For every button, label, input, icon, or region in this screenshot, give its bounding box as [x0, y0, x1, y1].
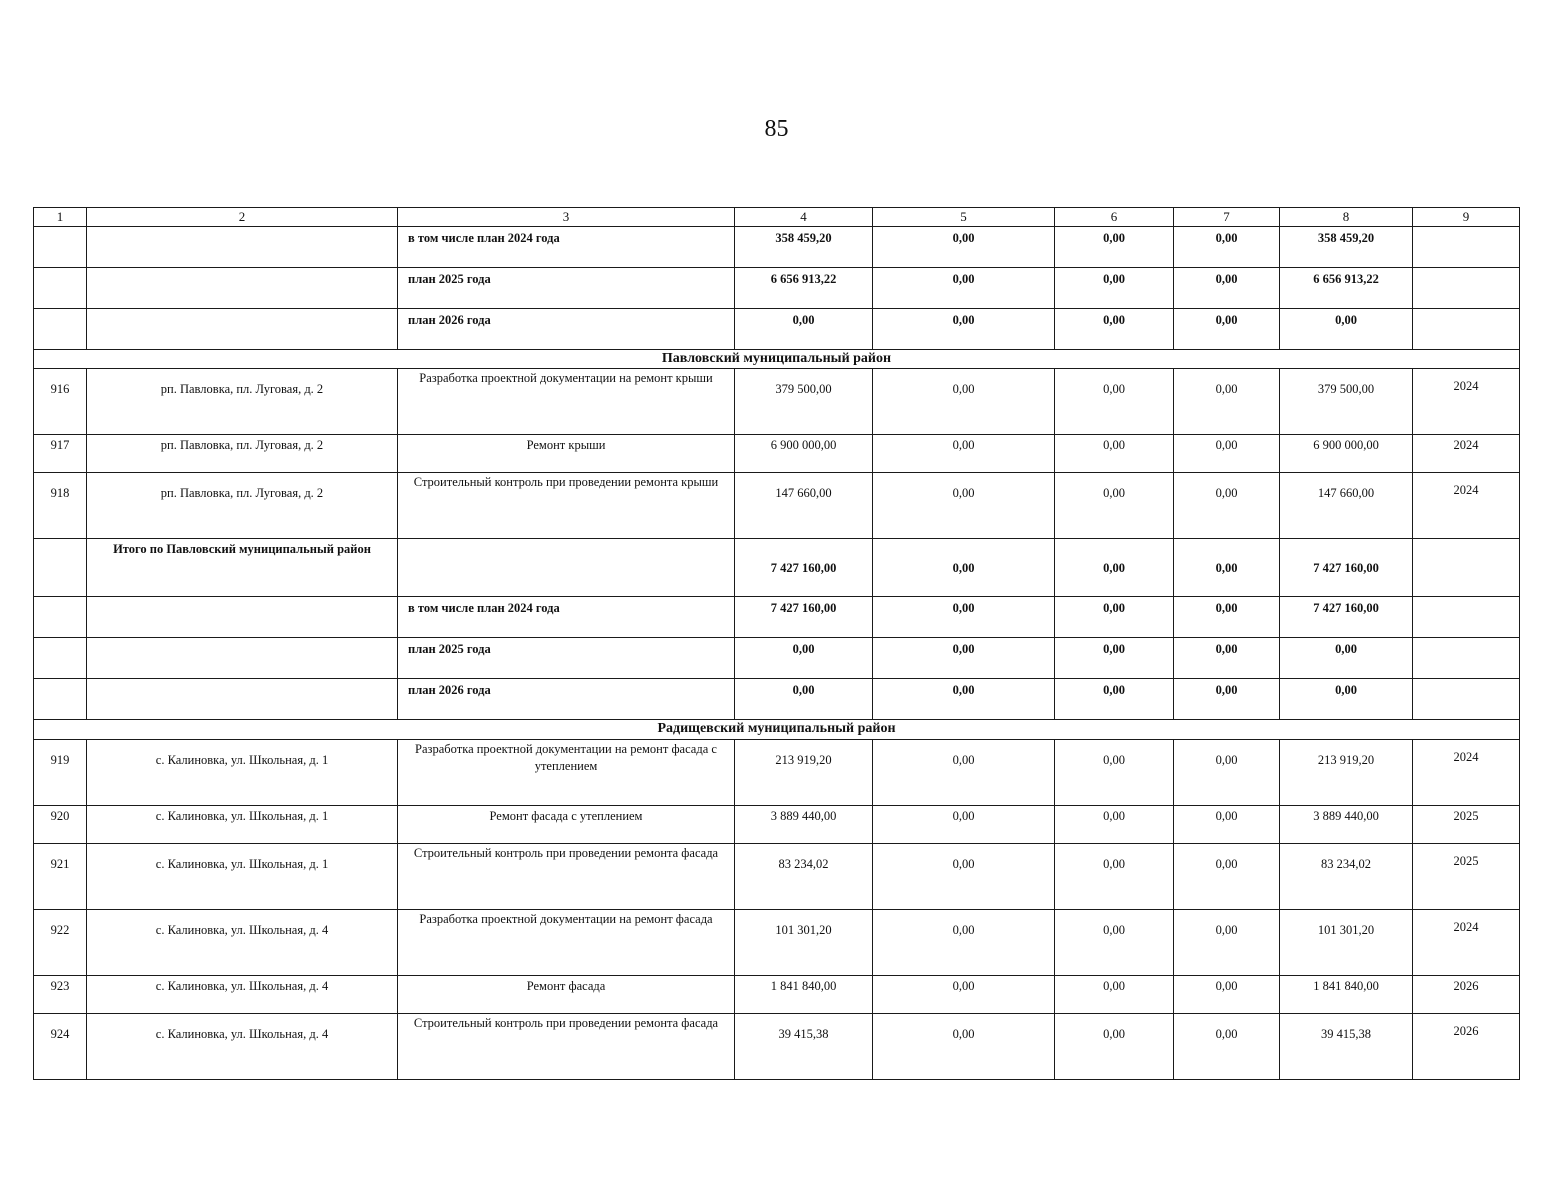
- amount-cell: 213 919,20: [735, 740, 873, 806]
- amount-cell: 7 427 160,00: [1280, 597, 1413, 638]
- address-cell: с. Калиновка, ул. Школьная, д. 1: [87, 806, 398, 844]
- address-cell: с. Калиновка, ул. Школьная, д. 1: [87, 844, 398, 910]
- amount-cell: 0,00: [735, 638, 873, 679]
- year-cell: 2024: [1413, 473, 1520, 539]
- table-row: [34, 910, 1520, 976]
- amount-cell: 0,00: [1055, 473, 1174, 539]
- amount-cell: 0,00: [873, 679, 1055, 720]
- section-title: Радищевский муниципальный район: [34, 720, 1520, 740]
- amount-cell: 0,00: [1055, 369, 1174, 435]
- work-type-cell: Строительный контроль при проведении ремонта крыши: [398, 473, 735, 539]
- year-cell: [1413, 679, 1520, 720]
- amount-cell: 0,00: [1174, 740, 1280, 806]
- subtotal-row: [34, 638, 1520, 679]
- table-row: [34, 435, 1520, 473]
- total-label: Итого по Павловский муниципальный район: [87, 539, 398, 597]
- year-cell: 2025: [1413, 806, 1520, 844]
- year-cell: 2026: [1413, 1014, 1520, 1080]
- amount-cell: 0,00: [1055, 638, 1174, 679]
- year-cell: 2024: [1413, 910, 1520, 976]
- amount-cell: 0,00: [1055, 1014, 1174, 1080]
- address-cell: с. Калиновка, ул. Школьная, д. 4: [87, 976, 398, 1014]
- year-cell: [1413, 226, 1520, 267]
- amount-cell: 39 415,38: [1280, 1014, 1413, 1080]
- amount-cell: 0,00: [1174, 806, 1280, 844]
- amount-cell: 0,00: [873, 1014, 1055, 1080]
- amount-cell: 0,00: [1280, 308, 1413, 349]
- amount-cell: 101 301,20: [735, 910, 873, 976]
- amount-cell: 0,00: [1280, 638, 1413, 679]
- column-number: 8: [1280, 208, 1413, 227]
- amount-cell: 7 427 160,00: [1280, 539, 1413, 597]
- column-number: 7: [1174, 208, 1280, 227]
- amount-cell: 0,00: [1174, 679, 1280, 720]
- year-cell: 2024: [1413, 435, 1520, 473]
- amount-cell: 3 889 440,00: [735, 806, 873, 844]
- column-number: 4: [735, 208, 873, 227]
- amount-cell: 0,00: [1055, 308, 1174, 349]
- table-row: [34, 806, 1520, 844]
- amount-cell: 0,00: [873, 226, 1055, 267]
- row-number: 921: [34, 844, 87, 910]
- year-cell: [1413, 638, 1520, 679]
- subtotal-row: [34, 679, 1520, 720]
- year-cell: [1413, 267, 1520, 308]
- row-number: 922: [34, 910, 87, 976]
- amount-cell: 39 415,38: [735, 1014, 873, 1080]
- amount-cell: 101 301,20: [1280, 910, 1413, 976]
- page-number: 85: [764, 116, 789, 142]
- row-number: 918: [34, 473, 87, 539]
- work-type-cell: Разработка проектной документации на ремонт фасада с утеплением: [398, 740, 735, 806]
- amount-cell: 0,00: [1174, 435, 1280, 473]
- work-type-cell: Разработка проектной документации на ремонт фасада: [398, 910, 735, 976]
- amount-cell: 0,00: [873, 308, 1055, 349]
- amount-cell: 7 427 160,00: [735, 597, 873, 638]
- amount-cell: 0,00: [873, 910, 1055, 976]
- table-row: [34, 473, 1520, 539]
- amount-cell: 0,00: [873, 976, 1055, 1014]
- amount-cell: 0,00: [1055, 597, 1174, 638]
- amount-cell: 83 234,02: [1280, 844, 1413, 910]
- subtotal-row: [34, 226, 1520, 267]
- amount-cell: 0,00: [735, 308, 873, 349]
- amount-cell: 147 660,00: [735, 473, 873, 539]
- address-cell: с. Калиновка, ул. Школьная, д. 4: [87, 910, 398, 976]
- amount-cell: 83 234,02: [735, 844, 873, 910]
- subtotal-label: план 2026 года: [398, 308, 735, 349]
- amount-cell: 0,00: [873, 435, 1055, 473]
- subtotal-label: план 2025 года: [398, 267, 735, 308]
- table-row: [34, 1014, 1520, 1080]
- amount-cell: 0,00: [1055, 226, 1174, 267]
- column-number-row: [34, 208, 1520, 227]
- subtotal-row: [34, 308, 1520, 349]
- amount-cell: 0,00: [1174, 369, 1280, 435]
- amount-cell: 0,00: [1174, 597, 1280, 638]
- amount-cell: 0,00: [735, 679, 873, 720]
- column-number: 9: [1413, 208, 1520, 227]
- year-cell: 2025: [1413, 844, 1520, 910]
- address-cell: с. Калиновка, ул. Школьная, д. 4: [87, 1014, 398, 1080]
- row-number: 916: [34, 369, 87, 435]
- amount-cell: 0,00: [1174, 1014, 1280, 1080]
- amount-cell: 0,00: [873, 844, 1055, 910]
- work-type-cell: Ремонт фасада: [398, 976, 735, 1014]
- year-cell: 2026: [1413, 976, 1520, 1014]
- work-type-cell: Ремонт фасада с утеплением: [398, 806, 735, 844]
- amount-cell: 0,00: [1174, 910, 1280, 976]
- section-header-row: [34, 720, 1520, 740]
- amount-cell: 7 427 160,00: [735, 539, 873, 597]
- amount-cell: 0,00: [1055, 539, 1174, 597]
- amount-cell: 0,00: [1055, 740, 1174, 806]
- total-row: [34, 539, 1520, 597]
- year-cell: [1413, 597, 1520, 638]
- row-number: 919: [34, 740, 87, 806]
- capital-repair-table: [33, 207, 1520, 1080]
- column-number: 2: [87, 208, 398, 227]
- row-number: 917: [34, 435, 87, 473]
- address-cell: рп. Павловка, пл. Луговая, д. 2: [87, 435, 398, 473]
- amount-cell: 6 900 000,00: [1280, 435, 1413, 473]
- amount-cell: 0,00: [873, 740, 1055, 806]
- amount-cell: 0,00: [1174, 226, 1280, 267]
- amount-cell: 3 889 440,00: [1280, 806, 1413, 844]
- amount-cell: 6 656 913,22: [1280, 267, 1413, 308]
- amount-cell: 6 656 913,22: [735, 267, 873, 308]
- section-title: Павловский муниципальный район: [34, 349, 1520, 369]
- subtotal-label: план 2025 года: [398, 638, 735, 679]
- work-type-cell: Строительный контроль при проведении ремонта фасада: [398, 844, 735, 910]
- amount-cell: 0,00: [1174, 844, 1280, 910]
- year-cell: 2024: [1413, 369, 1520, 435]
- amount-cell: 0,00: [1055, 806, 1174, 844]
- column-number: 3: [398, 208, 735, 227]
- address-cell: рп. Павловка, пл. Луговая, д. 2: [87, 473, 398, 539]
- row-number: 924: [34, 1014, 87, 1080]
- subtotal-label: в том числе план 2024 года: [398, 226, 735, 267]
- table-row: [34, 844, 1520, 910]
- amount-cell: 379 500,00: [1280, 369, 1413, 435]
- subtotal-label: план 2026 года: [398, 679, 735, 720]
- amount-cell: 147 660,00: [1280, 473, 1413, 539]
- amount-cell: 0,00: [873, 369, 1055, 435]
- subtotal-row: [34, 597, 1520, 638]
- table-row: [34, 976, 1520, 1014]
- amount-cell: 0,00: [1055, 976, 1174, 1014]
- amount-cell: 213 919,20: [1280, 740, 1413, 806]
- amount-cell: 379 500,00: [735, 369, 873, 435]
- amount-cell: 0,00: [1174, 473, 1280, 539]
- row-number: 920: [34, 806, 87, 844]
- amount-cell: 0,00: [873, 597, 1055, 638]
- address-cell: с. Калиновка, ул. Школьная, д. 1: [87, 740, 398, 806]
- amount-cell: 0,00: [1055, 267, 1174, 308]
- amount-cell: 0,00: [1055, 679, 1174, 720]
- row-number: 923: [34, 976, 87, 1014]
- subtotal-label: в том числе план 2024 года: [398, 597, 735, 638]
- year-cell: 2024: [1413, 740, 1520, 806]
- amount-cell: 0,00: [1055, 910, 1174, 976]
- amount-cell: 0,00: [1055, 844, 1174, 910]
- amount-cell: 358 459,20: [1280, 226, 1413, 267]
- amount-cell: 0,00: [1174, 976, 1280, 1014]
- year-cell: [1413, 308, 1520, 349]
- amount-cell: 0,00: [1174, 638, 1280, 679]
- amount-cell: 1 841 840,00: [1280, 976, 1413, 1014]
- amount-cell: 0,00: [873, 806, 1055, 844]
- amount-cell: 0,00: [873, 267, 1055, 308]
- amount-cell: 0,00: [1280, 679, 1413, 720]
- column-number: 1: [34, 208, 87, 227]
- work-type-cell: Разработка проектной документации на ремонт крыши: [398, 369, 735, 435]
- amount-cell: 0,00: [873, 473, 1055, 539]
- work-type-cell: Строительный контроль при проведении ремонта фасада: [398, 1014, 735, 1080]
- table-row: [34, 740, 1520, 806]
- amount-cell: 0,00: [1174, 539, 1280, 597]
- section-header-row: [34, 349, 1520, 369]
- amount-cell: 0,00: [873, 638, 1055, 679]
- amount-cell: 0,00: [873, 539, 1055, 597]
- amount-cell: 358 459,20: [735, 226, 873, 267]
- amount-cell: 0,00: [1174, 308, 1280, 349]
- amount-cell: 1 841 840,00: [735, 976, 873, 1014]
- work-type-cell: Ремонт крыши: [398, 435, 735, 473]
- column-number: 5: [873, 208, 1055, 227]
- amount-cell: 0,00: [1055, 435, 1174, 473]
- amount-cell: 6 900 000,00: [735, 435, 873, 473]
- address-cell: рп. Павловка, пл. Луговая, д. 2: [87, 369, 398, 435]
- amount-cell: 0,00: [1174, 267, 1280, 308]
- table-row: [34, 369, 1520, 435]
- column-number: 6: [1055, 208, 1174, 227]
- subtotal-row: [34, 267, 1520, 308]
